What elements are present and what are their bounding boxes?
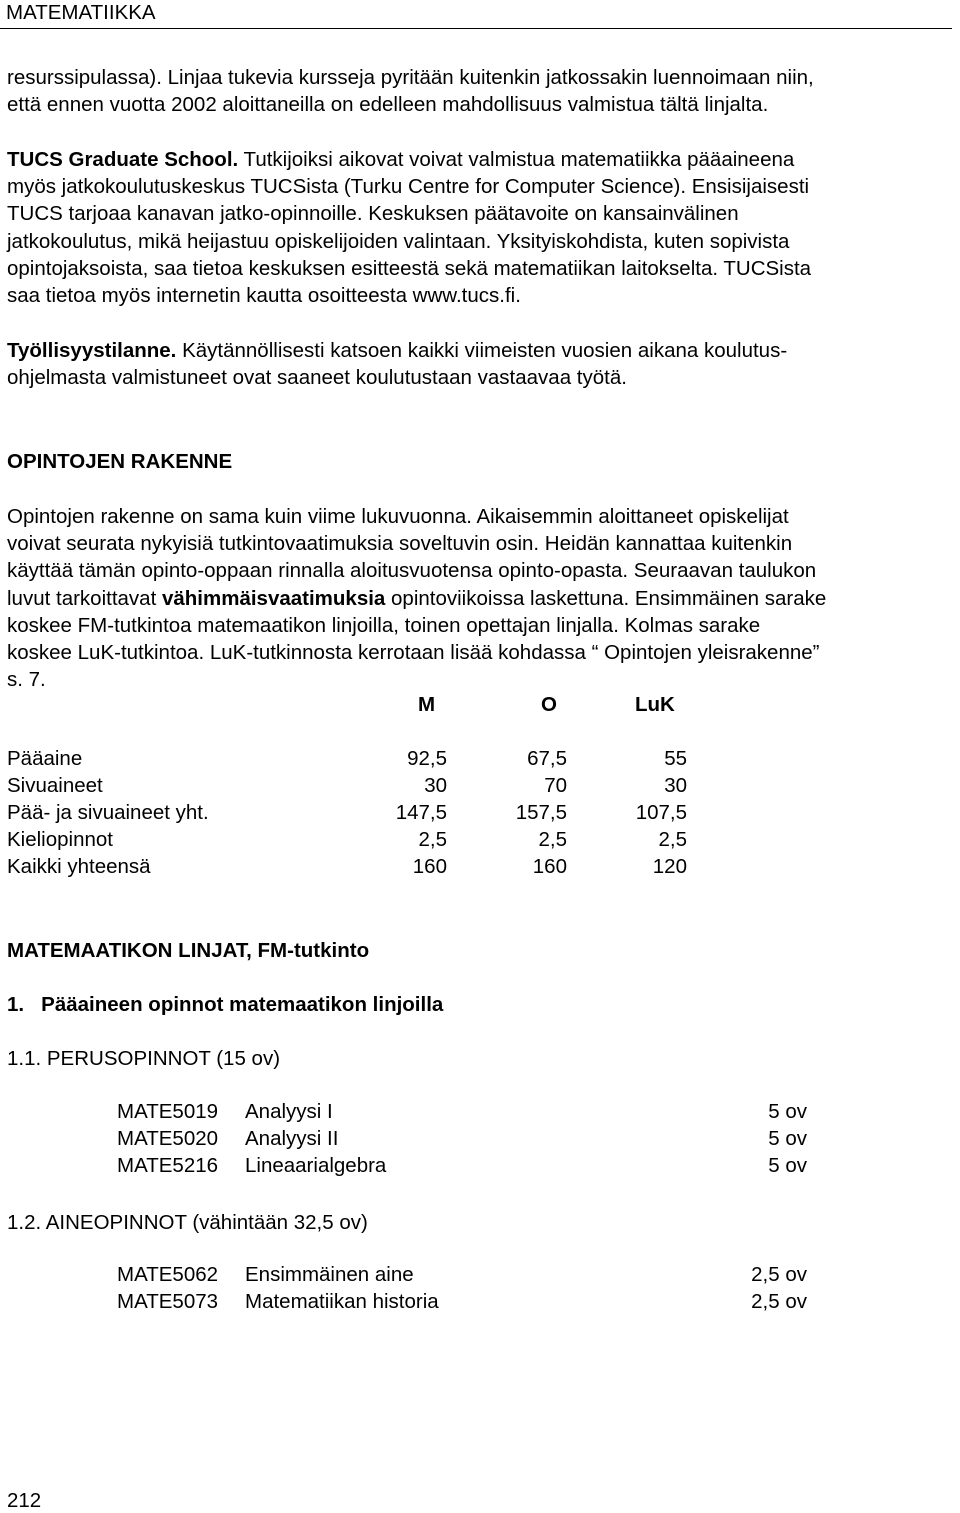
value-luk: 30 — [664, 774, 687, 797]
value-o: 157,5 — [515, 801, 567, 824]
course-credits: 5 ov — [768, 1100, 807, 1123]
value-m: 2,5 — [418, 828, 447, 851]
tucs-paragraph — [7, 146, 947, 309]
header-title: MATEMATIIKKA — [6, 1, 156, 24]
structure-line: voivat seurata nykyisiä tutkintovaatimuksia soveltuvin osin. Heidän kannattaa kuitenkin — [7, 532, 793, 556]
course-credits: 5 ov — [768, 1127, 807, 1150]
row-label: Pääaine — [7, 747, 83, 770]
emphasis-text: vähimmäisvaatimuksia — [161, 586, 386, 610]
running-header — [0, 0, 952, 29]
basic-studies-heading — [7, 1045, 947, 1072]
course-name: Ensimmäinen aine — [245, 1263, 414, 1286]
structure-text: luvut tarkoittavat — [7, 586, 162, 610]
course-row — [117, 1263, 817, 1290]
value-luk: 55 — [664, 747, 687, 770]
course-name: Lineaarialgebra — [245, 1154, 387, 1177]
course-code: MATE5073 — [117, 1290, 219, 1313]
course-code: MATE5062 — [117, 1263, 219, 1286]
course-row — [117, 1127, 817, 1154]
value-m: 92,5 — [407, 747, 447, 770]
course-code: MATE5216 — [117, 1154, 219, 1177]
value-o: 160 — [532, 855, 567, 878]
row-label: Sivuaineet — [7, 774, 103, 797]
tucs-line: TUCS tarjoaa kanavan jatko-opinnoille. Keskuksen päätavoite on kansainvälinen — [7, 202, 739, 226]
intro-line: resurssipulassa). Linjaa tukevia kursseja pyritään kuitenkin jatkossakin luennoimaan niin, — [7, 66, 814, 89]
subject-studies-heading — [7, 1209, 947, 1236]
structure-text: opintoviikoissa laskettuna. Ensimmäinen sarake — [385, 586, 827, 610]
structure-line: koskee FM-tutkintoa matemaatikon linjoilla, toinen opettajan linjalla. Kolmas sarake — [7, 613, 761, 637]
course-credits: 2,5 ov — [751, 1290, 807, 1313]
table-row — [7, 855, 707, 882]
intro-paragraph — [7, 64, 947, 118]
section-heading: OPINTOJEN RAKENNE — [7, 450, 233, 473]
tucs-line: saa tietoa myös internetin kautta osoitteesta www.tucs.fi. — [7, 284, 521, 308]
table-row — [7, 828, 707, 855]
course-code: MATE5019 — [117, 1100, 219, 1123]
subsection-heading: 1.2. AINEOPINNOT (vähintään 32,5 ov) — [7, 1211, 368, 1234]
subsection-heading: 1.1. PERUSOPINNOT (15 ov) — [7, 1047, 281, 1070]
value-o: 67,5 — [527, 747, 567, 770]
structure-paragraph — [7, 503, 947, 693]
tucs-heading: TUCS Graduate School. — [7, 148, 239, 171]
table-row — [7, 747, 707, 774]
structure-line: käyttää tämän opinto-oppaan rinnalla aloitusvuotensa opinto-opasta. Seuraavan taulukon — [7, 559, 817, 583]
value-m: 147,5 — [395, 801, 447, 824]
tucs-line: jatkokoulutus, mikä heijastuu opiskelijoiden valintaan. Yksityiskohdista, kuten sopivista — [7, 229, 790, 253]
course-name: Analyysi I — [245, 1100, 333, 1123]
structure-heading — [7, 448, 947, 475]
value-luk: 107,5 — [635, 801, 687, 824]
value-m: 160 — [412, 855, 447, 878]
structure-line: Opintojen rakenne on sama kuin viime lukuvuonna. Aikaisemmin aloittaneet opiskelijat — [7, 505, 789, 528]
row-label: Kieliopinnot — [7, 828, 113, 851]
employment-text: Käytännöllisesti katsoen kaikki viimeisten vuosien aikana koulutus- — [176, 339, 788, 362]
value-luk: 2,5 — [658, 828, 687, 851]
table-row — [7, 801, 707, 828]
course-row — [117, 1154, 817, 1181]
page-number: 212 — [7, 1489, 42, 1512]
value-m: 30 — [424, 774, 447, 797]
intro-line: että ennen vuotta 2002 aloittaneilla on edelleen mahdollisuus valmistua tältä linjalta. — [7, 93, 769, 117]
employment-line: ohjelmasta valmistuneet ovat saaneet koulutustaan vastaavaa työtä. — [7, 366, 627, 390]
course-code: MATE5020 — [117, 1127, 219, 1150]
course-name: Analyysi II — [245, 1127, 339, 1150]
table-row — [7, 774, 707, 801]
row-label: Pää- ja sivuaineet yht. — [7, 801, 209, 824]
course-row — [117, 1100, 817, 1127]
value-o: 70 — [544, 774, 567, 797]
row-label: Kaikki yhteensä — [7, 855, 151, 878]
course-credits: 2,5 ov — [751, 1263, 807, 1286]
course-row — [117, 1290, 817, 1317]
tucs-text: Tutkijoiksi aikovat voivat valmistua matematiikka pääaineena — [238, 148, 795, 171]
employment-heading: Työllisyystilanne. — [7, 339, 177, 362]
structure-line: s. 7. — [7, 668, 46, 692]
tucs-line: opintojaksoista, saa tietoa keskuksen esitteestä sekä matematiikan laitokselta. TUCSista — [7, 256, 812, 280]
course-credits: 5 ov — [768, 1154, 807, 1177]
value-o: 2,5 — [538, 828, 567, 851]
tucs-line: myös jatkokoulutuskeskus TUCSista (Turku Centre for Computer Science). Ensisijaisesti — [7, 175, 810, 199]
course-name: Matematiikan historia — [245, 1290, 439, 1313]
column-header-o: O — [541, 693, 557, 716]
column-header-m: M — [418, 693, 436, 716]
section-heading: MATEMAATIKON LINJAT, FM-tutkinto — [7, 939, 370, 962]
employment-paragraph — [7, 337, 947, 391]
lines-heading — [7, 937, 947, 964]
column-header-luk: LuK — [635, 693, 675, 716]
major-heading — [7, 991, 947, 1018]
subsection-heading: 1. Pääaineen opinnot matemaatikon linjoilla — [7, 993, 444, 1016]
structure-line: koskee LuK-tutkintoa. LuK-tutkinnosta kerrotaan lisää kohdassa “ Opintojen yleisrakenne” — [7, 641, 820, 665]
value-luk: 120 — [652, 855, 687, 878]
